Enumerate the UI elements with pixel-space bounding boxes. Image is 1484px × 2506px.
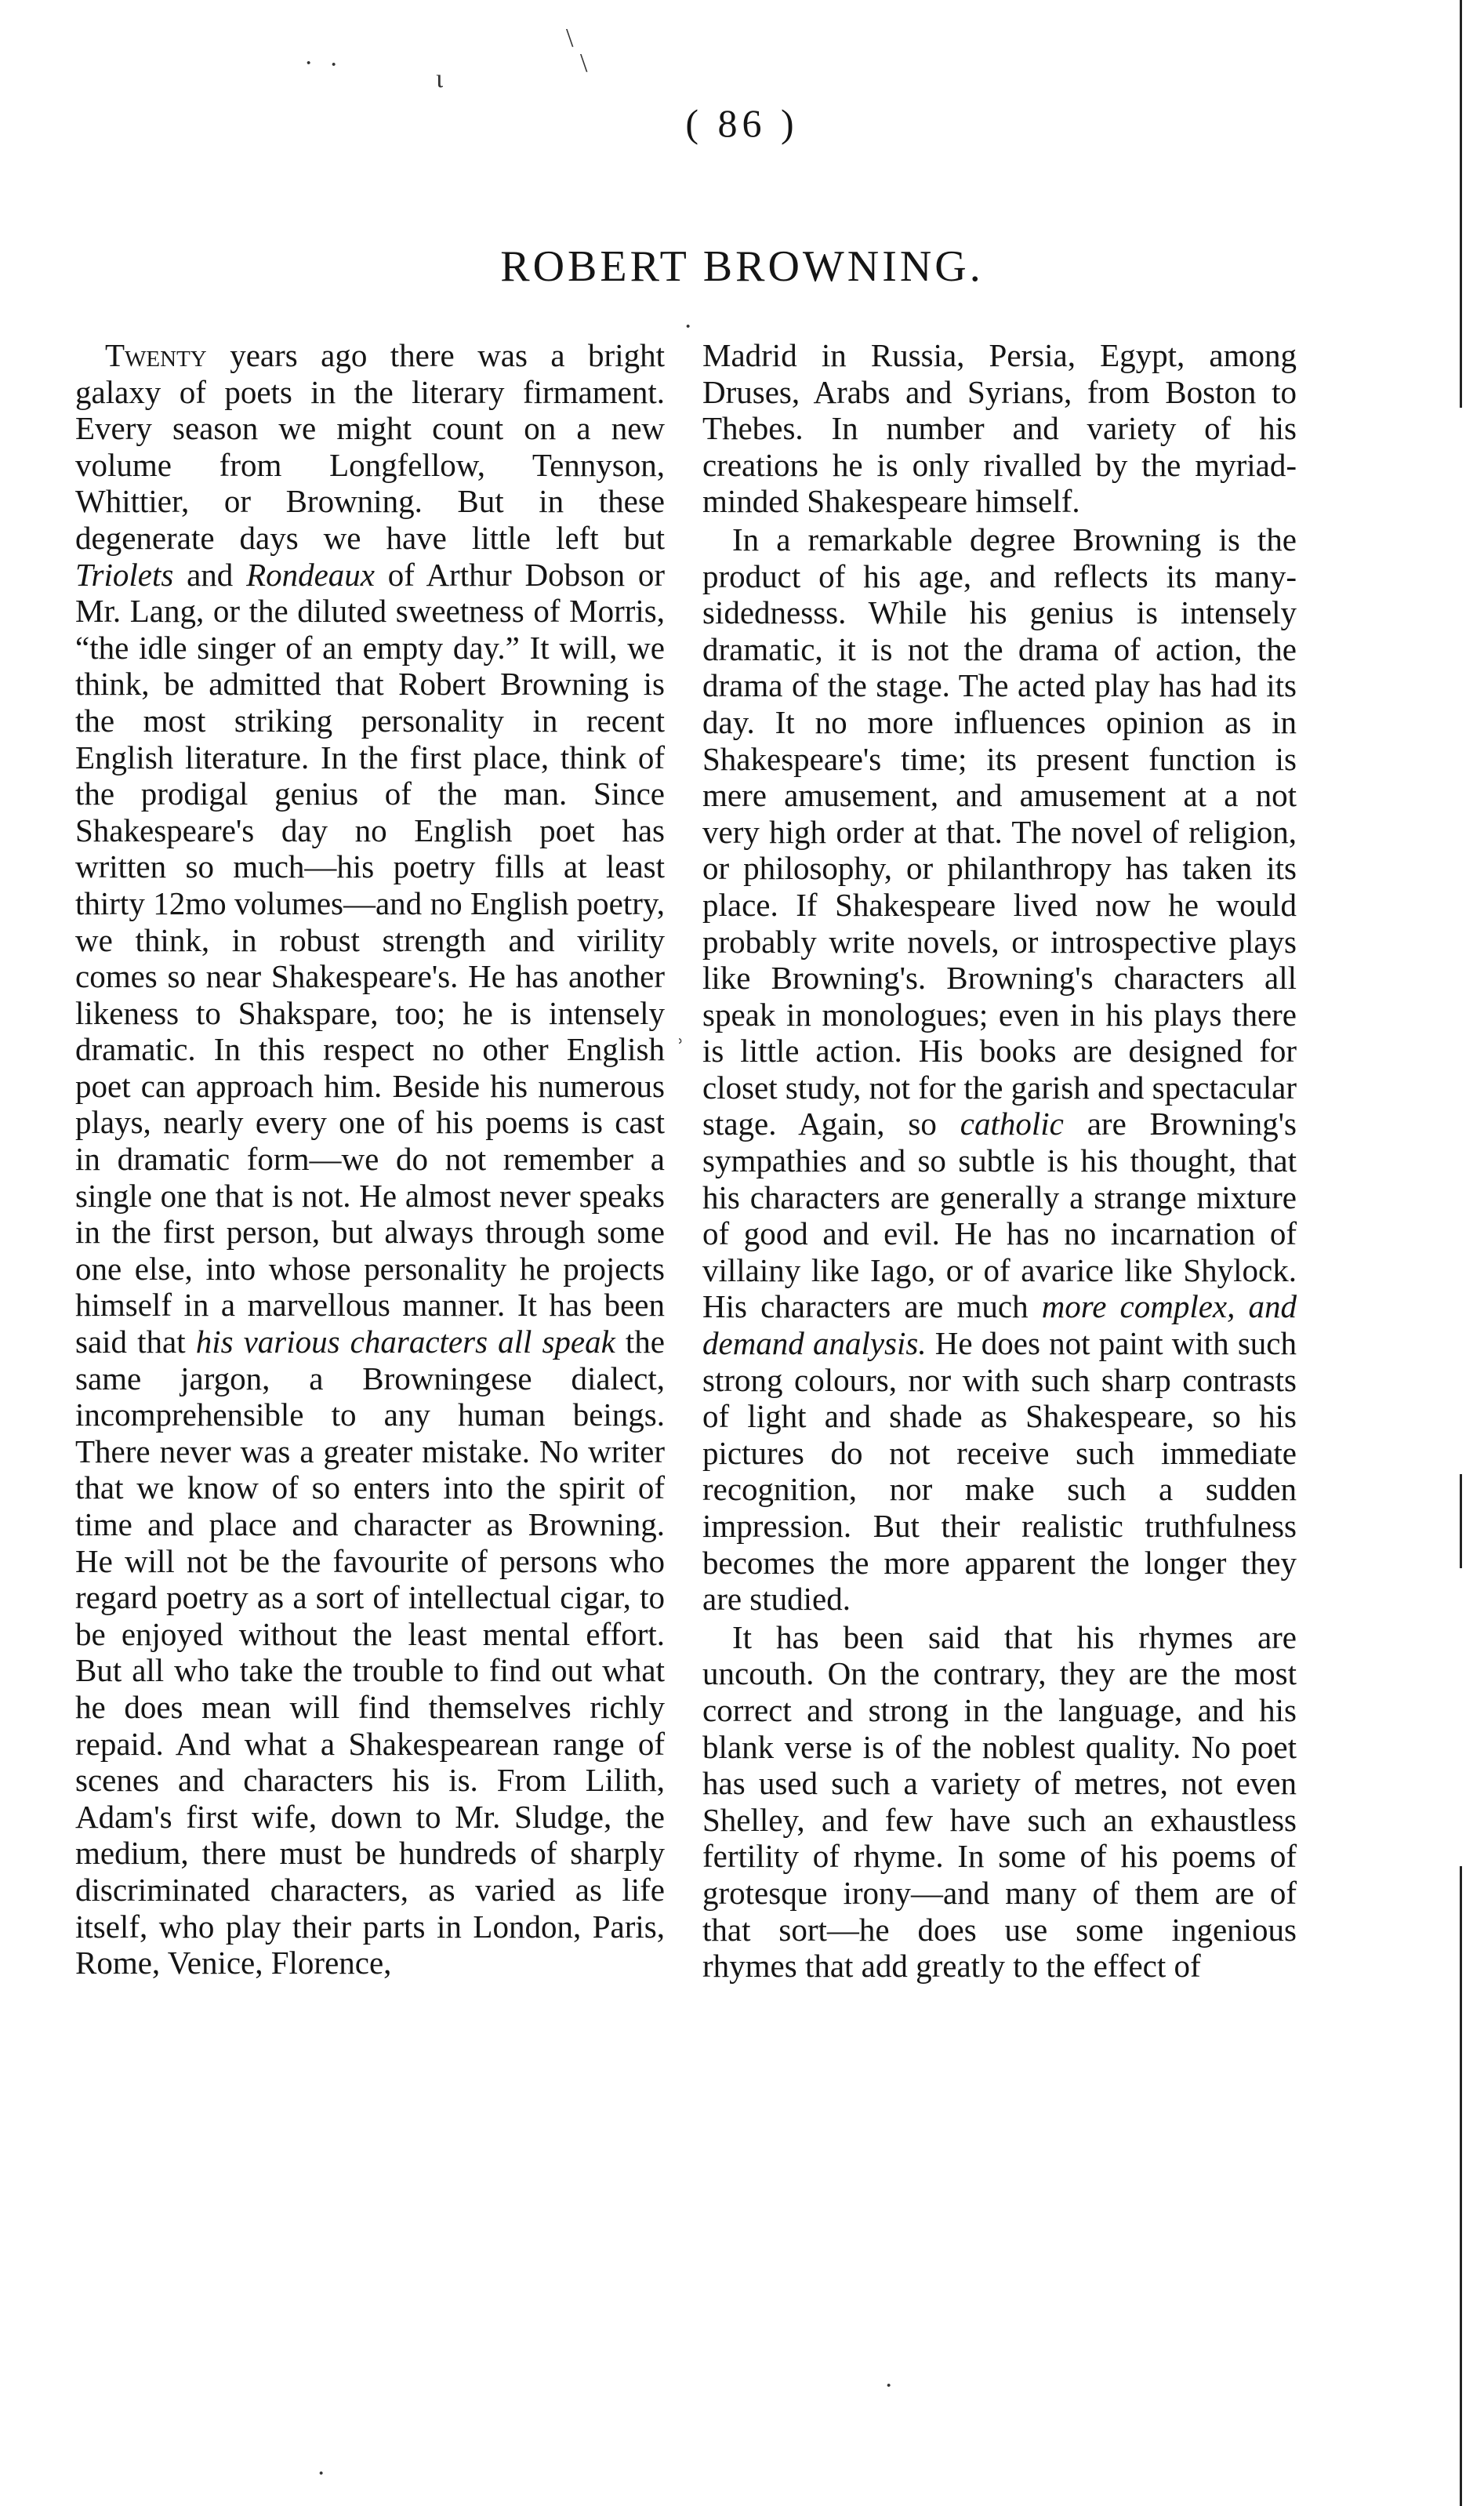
italic-run: more complex, and demand analysis. — [702, 1288, 1297, 1362]
text-column-left — [75, 337, 665, 1981]
print-speck: ι — [436, 64, 444, 93]
text-column-right — [702, 337, 1297, 1985]
print-speck: · — [317, 2459, 326, 2488]
text-run: are Browning's sympathies and so subtle is his thought, that his characters are generally a strange mixture of good and evil. He has no incarnation of villainy like Iago, or of avarice like Shylock. His characters are much — [702, 1106, 1297, 1325]
text-run: He does not paint with such strong colours, nor with such sharp contrasts of light and shade as Shakespeare, so his pictures do not receive such immediate recognition, nor make such a sudden impression. But their realistic truthfulness becomes the more apparent the longer they are studied. — [702, 1325, 1297, 1618]
print-speck: \ — [580, 49, 588, 78]
lead-word: Twenty — [105, 337, 207, 373]
print-speck: · — [329, 50, 339, 79]
print-speck: \ — [566, 24, 574, 53]
article-title: ROBERT BROWNING. — [500, 242, 984, 291]
italic-run: Triolets — [75, 556, 174, 593]
print-speck: · — [884, 2371, 894, 2400]
margin-rule — [1460, 1474, 1462, 1568]
paragraph: It has been said that his rhymes are uncouth. On the contrary, they are the most correct and strong in the language, and his blank verse is of the noblest quality. No poet has used such a variety of metres, not even Shelley, and few have such an exhaustless fertility of rhyme. In some of his poems of grotesque irony—and many of them are of that sort—he does use some ingenious rhymes that add greatly to the effect of — [702, 1618, 1297, 1985]
italic-run: catholic — [960, 1106, 1064, 1142]
italic-run: his various characters all speak — [195, 1324, 615, 1360]
print-speck: · — [304, 49, 314, 78]
paragraph — [702, 521, 1297, 1618]
margin-rule — [1460, 1866, 1462, 2506]
margin-rule — [1460, 0, 1462, 408]
print-speck: ʾ — [676, 1035, 685, 1064]
paragraph — [75, 337, 665, 1981]
text-run: and — [173, 556, 247, 593]
italic-run: Rondeaux — [246, 556, 376, 593]
print-speck: · — [684, 312, 693, 341]
page-number: ( 86 ) — [685, 101, 799, 145]
text-run: years ago there was a bright galaxy of poets in the literary firmament. Every season we might count on a new volume from Longfellow, Tennyson, Whittier, or Browning. But in these degenerate days we have little left but — [75, 337, 665, 556]
text-run: In a remarkable degree Browning is the product of his age, and reflects its many-sidednesss. While his genius is intensely dramatic, it is not the drama of action, the drama of the stage. The acted play has had its day. It no more influences opinion as in Shakespeare's time; its present function is mere amusement, and amusement at a not very high order at that. The novel of religion, or philosophy, or philanthropy has taken its place. If Shakespeare lived now he would probably write novels, or introspective plays like Browning's. Browning's characters all speak in monologues; even in his plays there is little action. His books are designed for closet study, not for the garish and spectacular stage. Again, so — [702, 521, 1297, 1142]
text-run: the same jargon, a Browningese dialect, incomprehensible to any human beings. There never was a greater mistake. No writer that we know of so enters into the spirit of time and place and character as Browning. He will not be the favourite of persons who regard poetry as a sort of intellectual cigar, to be enjoyed without the least mental effort. But all who take the trouble to find out what he does mean will find themselves richly repaid. And what a Shakespearean range of scenes and characters his is. From Lilith, Adam's first wife, down to Mr. Sludge, the medium, there must be hundreds of sharply discriminated characters, as varied as life itself, who play their parts in London, Paris, Rome, Venice, Florence, — [75, 1324, 665, 1981]
paragraph: Madrid in Russia, Persia, Egypt, among Druses, Arabs and Syrians, from Boston to Thebes. In number and variety of his creations he is only rivalled by the myriad-minded Shakespeare himself. — [702, 337, 1297, 520]
text-run: of Arthur Dobson or Mr. Lang, or the diluted sweetness of Morris, “the idle singer of an empty day.” It will, we think, be admitted that Robert Browning is the most striking personality in recent English literature. In the first place, think of the prodigal genius of the man. Since Shakespeare's day no English poet has written so much—his poetry fills at least thirty 12mo volumes—and no English poetry, we think, in robust strength and virility comes so near Shakespeare's. He has another likeness to Shakspare, too; he is intensely dramatic. In this respect no other English poet can approach him. Beside his numerous plays, nearly every one of his poems is cast in dramatic form—we do not remember a single one that is not. He almost never speaks in the first person, but always through some one else, into whose personality he projects himself in a marvellous manner. It has been said that — [75, 556, 665, 1360]
